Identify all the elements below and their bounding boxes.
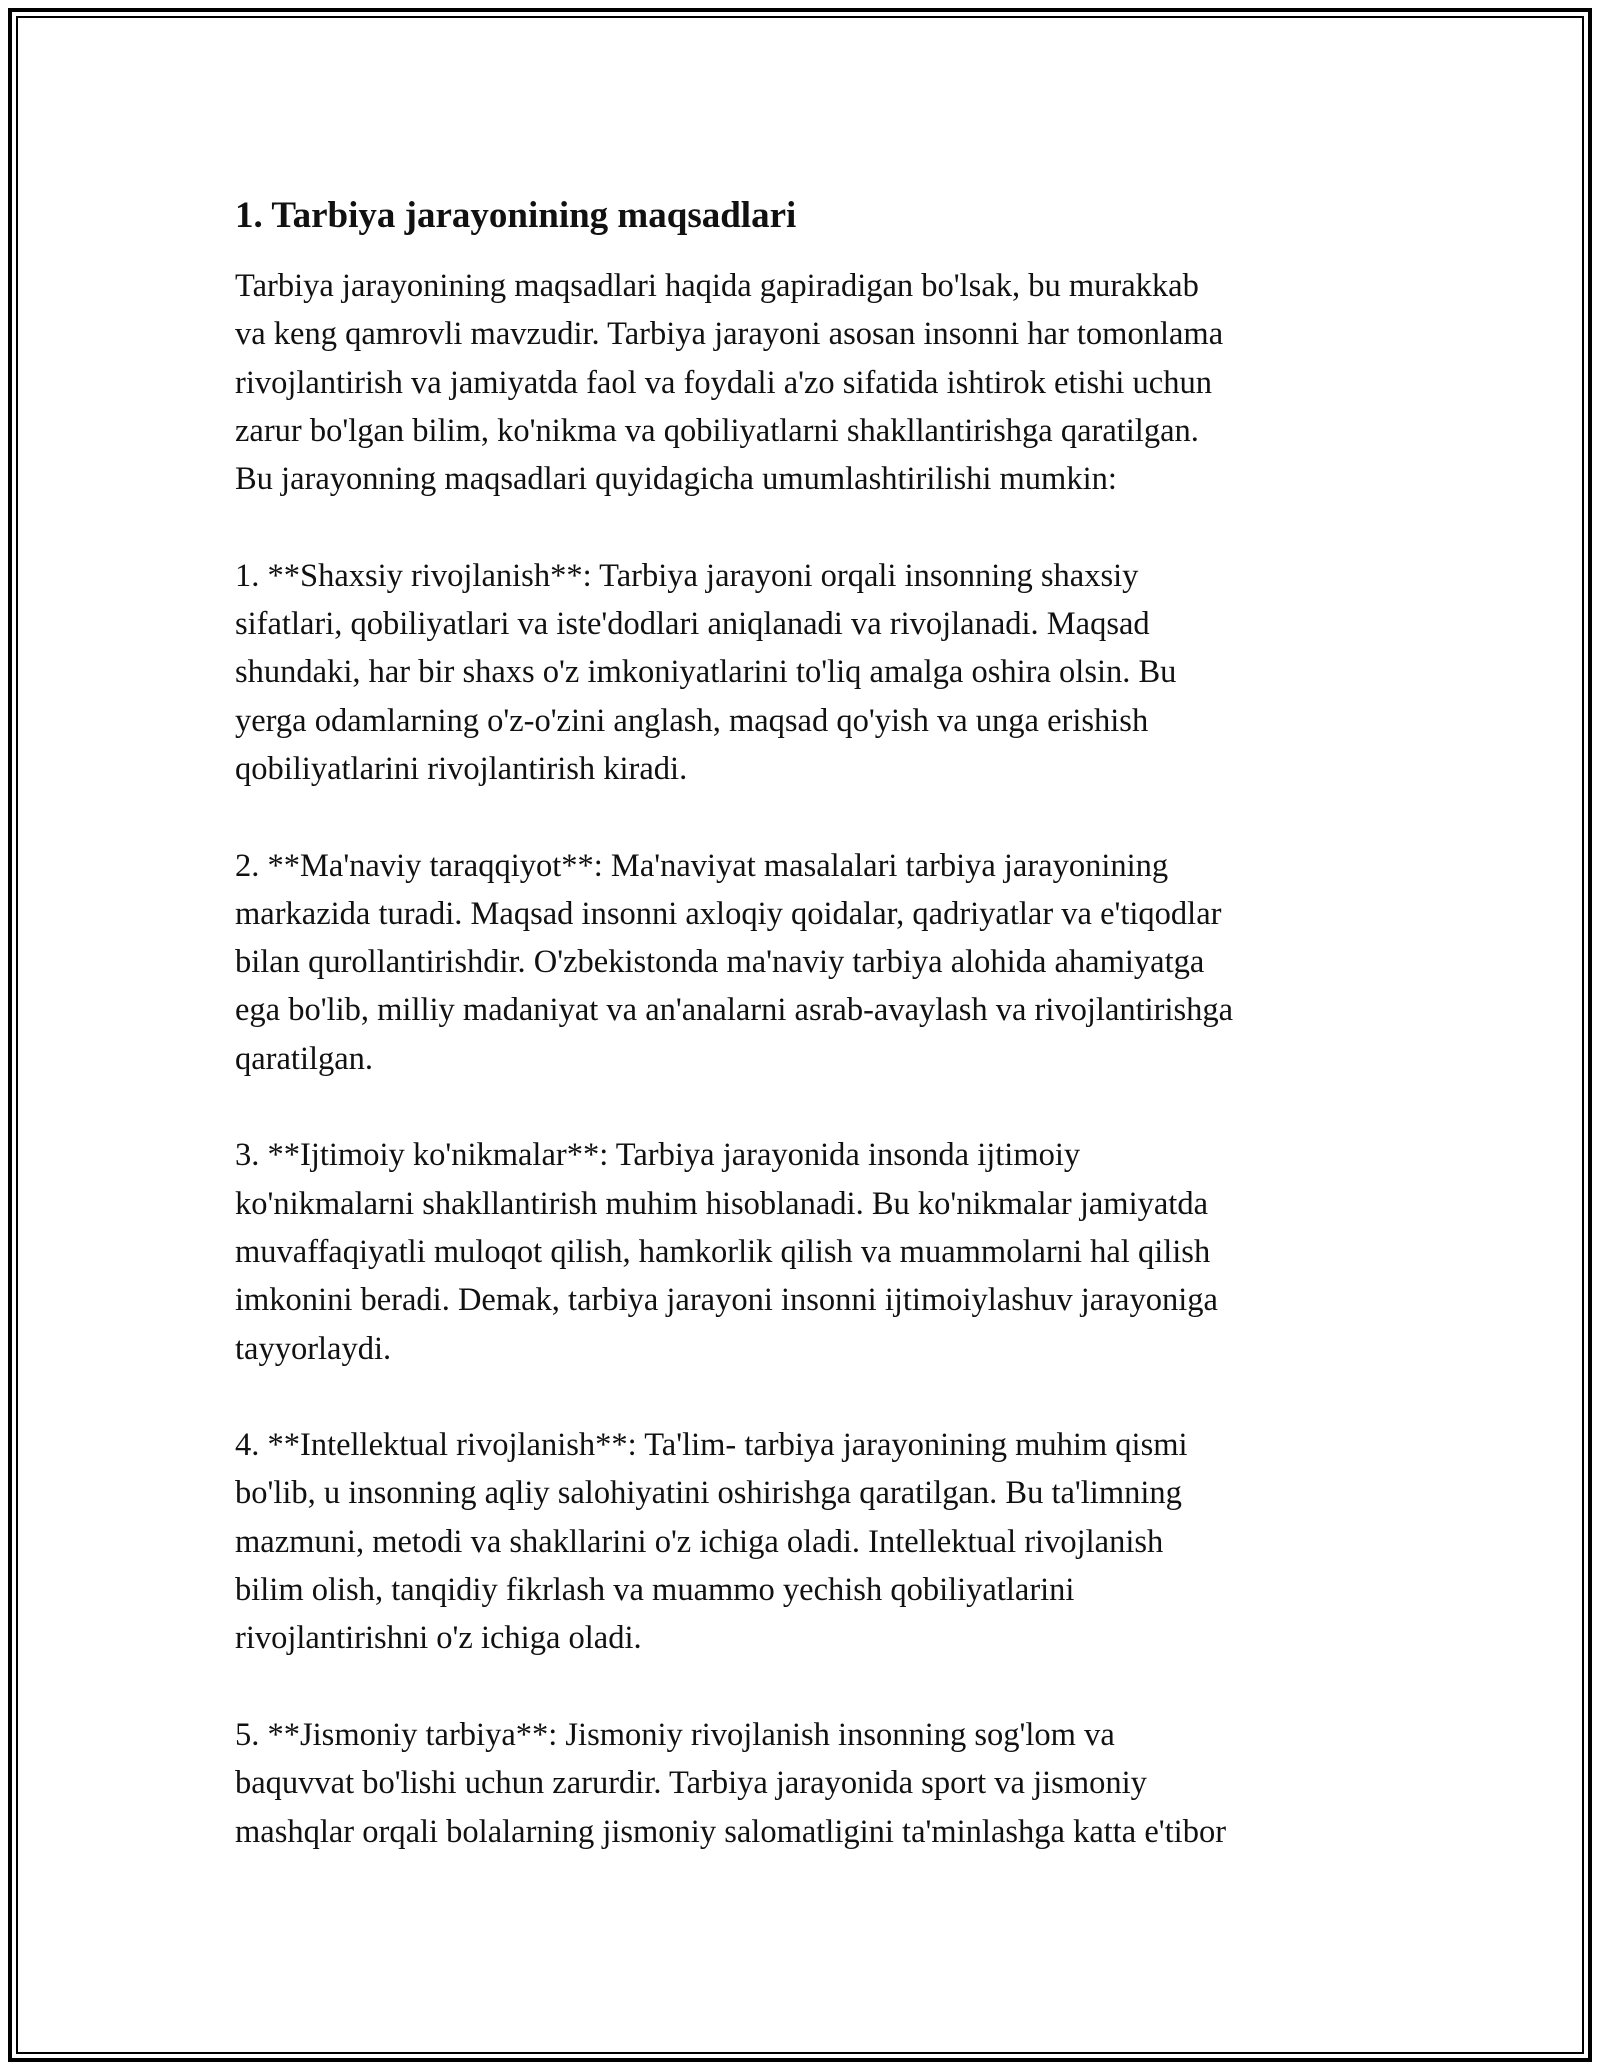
paragraph-jismoniy-tarbiya: 5. **Jismoniy tarbiya**: Jismoniy rivojlanish insonning sog'lom va baquvvat bo'lishi uchun zarurdir. Tarbiya jarayonida sport va jismoniy mashqlar orqali bolalarning jismoniy salomatligini ta'minlashga katta e'tibor: [235, 1716, 1227, 1850]
document-title: 1. Tarbiya jarayonining maqsadlari: [235, 195, 797, 236]
paragraph-shaxsiy-rivojlanish: 1. **Shaxsiy rivojlanish**: Tarbiya jarayoni orqali insonning shaxsiy sifatlari, qobiliyatlari va iste'dodlari aniqlanadi va rivojlanadi. Maqsad shundaki, har bir shaxs o'z imkoniyatlarini to'liq amalga oshira olsin. Bu yerga odamlarning o'z-o'zini anglash, maqsad qo'yish va unga erishish qobiliyatlarini rivojlantirish kiradi.: [235, 557, 1177, 787]
paragraph-intellektual-rivojlanish: 4. **Intellektual rivojlanish**: Ta'lim- tarbiya jarayonining muhim qismi bo'lib, u insonning aqliy salohiyatini oshirishga qaratilgan. Bu ta'limning mazmuni, metodi va shakllarini o'z ichiga oladi. Intellektual rivojlanish bilim olish, tanqidiy fikrlash va muammo yechish qobiliyatlarini rivojlantirishni o'z ichiga oladi.: [235, 1427, 1188, 1657]
intro-paragraph: Tarbiya jarayonining maqsadlari haqida gapiradigan bo'lsak, bu murakkab va keng qamrovli mavzudir. Tarbiya jarayoni asosan insonni har tomonlama rivojlantirish va jamiyatda faol va foydali a'zo sifatida ishtirok etishi uchun zarur bo'lgan bilim, ko'nikma va qobiliyatlarni shakllantirishga qaratilgan. Bu jarayonning maqsadlari quyidagicha umumlashtirilishi mumkin:: [235, 268, 1224, 498]
paragraph-ijtimoiy-konikmalar: 3. **Ijtimoiy ko'nikmalar**: Tarbiya jarayonida insonda ijtimoiy ko'nikmalarni shakllantirish muhim hisoblanadi. Bu ko'nikmalar jamiyatda muvaffaqiyatli muloqot qilish, hamkorlik qilish va muammolarni hal qilish imkonini beradi. Demak, tarbiya jarayoni insonni ijtimoiylashuv jarayoniga tayyorlaydi.: [235, 1137, 1218, 1367]
paragraph-manaviy-taraqqiyot: 2. **Ma'naviy taraqqiyot**: Ma'naviyat masalalari tarbiya jarayonining markazida turadi. Maqsad insonni axloqiy qoidalar, qadriyatlar va e'tiqodlar bilan qurollantirishdir. O'zbekistonda ma'naviy tarbiya alohida ahamiyatga ega bo'lib, milliy madaniyat va an'analarni asrab-avaylash va rivojlantirishga qaratilgan.: [235, 847, 1234, 1077]
document-body: [235, 184, 1375, 1904]
